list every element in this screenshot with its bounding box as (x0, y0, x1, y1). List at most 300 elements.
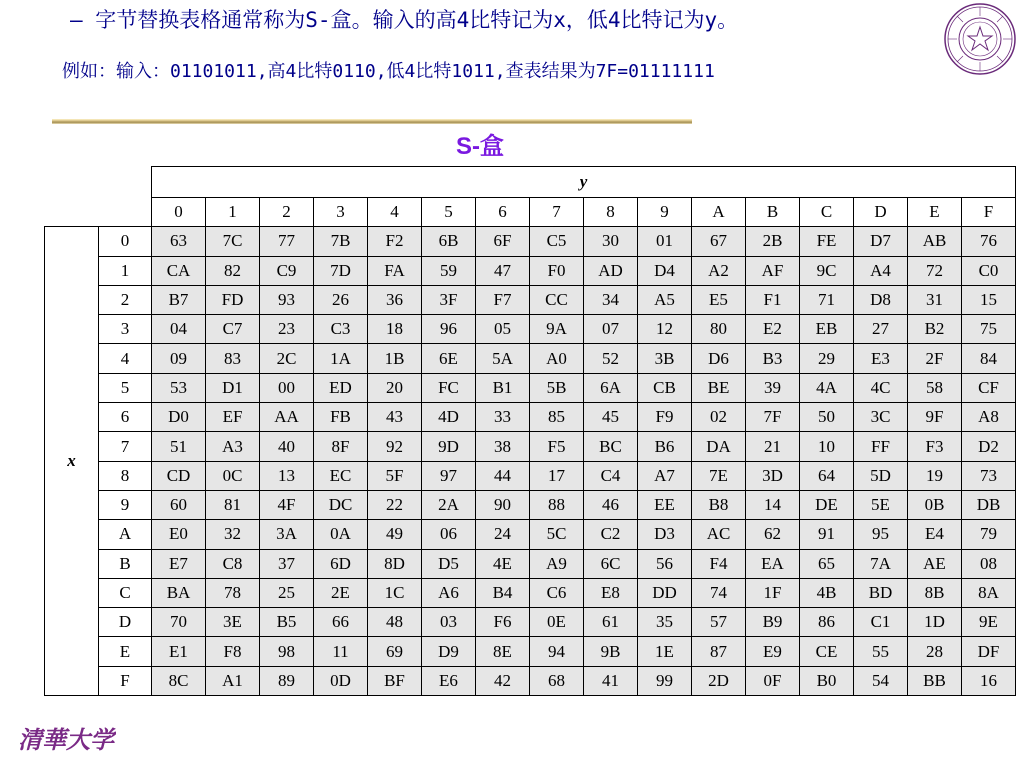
row-header: 0 (99, 227, 152, 256)
col-header: 6 (476, 198, 530, 227)
sbox-cell: E3 (854, 344, 908, 373)
sbox-cell: D6 (692, 344, 746, 373)
sbox-cell: 94 (530, 637, 584, 666)
table-row (45, 608, 1016, 637)
sbox-cell: E2 (746, 315, 800, 344)
sbox-cell: DF (962, 637, 1016, 666)
university-seal-icon (943, 2, 1017, 76)
sbox-cell: 2F (908, 344, 962, 373)
sbox-cell: CC (530, 285, 584, 314)
sbox-cell: 49 (368, 520, 422, 549)
sbox-cell: B2 (908, 315, 962, 344)
sbox-cell: FC (422, 373, 476, 402)
table-row (45, 373, 1016, 402)
sbox-cell: 44 (476, 461, 530, 490)
sbox-cell: 41 (584, 666, 638, 695)
sbox-cell: D5 (422, 549, 476, 578)
col-header: A (692, 198, 746, 227)
sbox-cell: AE (908, 549, 962, 578)
row-header: 1 (99, 256, 152, 285)
sbox-cell: 2C (260, 344, 314, 373)
sbox-cell: 47 (476, 256, 530, 285)
sbox-cell: 0C (206, 461, 260, 490)
sbox-cell: 03 (422, 608, 476, 637)
sbox-cell: 80 (692, 315, 746, 344)
sbox-cell: 1B (368, 344, 422, 373)
sbox-cell: D8 (854, 285, 908, 314)
sbox-cell: 6F (476, 227, 530, 256)
row-header: F (99, 666, 152, 695)
sbox-cell: 68 (530, 666, 584, 695)
sbox-cell: 59 (422, 256, 476, 285)
sbox-cell: D7 (854, 227, 908, 256)
sbox-cell: 04 (152, 315, 206, 344)
sbox-cell: 84 (962, 344, 1016, 373)
sbox-cell: B8 (692, 490, 746, 519)
sbox-cell: 97 (422, 461, 476, 490)
sbox-cell: 3E (206, 608, 260, 637)
sbox-cell: E6 (422, 666, 476, 695)
sbox-cell: 0F (746, 666, 800, 695)
sbox-cell: 52 (584, 344, 638, 373)
sbox-cell: 5F (368, 461, 422, 490)
sbox-cell: 48 (368, 608, 422, 637)
col-header: B (746, 198, 800, 227)
sbox-cell: F4 (692, 549, 746, 578)
corner-blank (45, 167, 152, 198)
sbox-cell: ED (314, 373, 368, 402)
sbox-cell: 79 (962, 520, 1016, 549)
sbox-cell: 71 (800, 285, 854, 314)
table-title: S-盒 (456, 133, 504, 160)
table-row (45, 637, 1016, 666)
sbox-cell: DE (800, 490, 854, 519)
sbox-cell: 33 (476, 403, 530, 432)
sbox-cell: 4D (422, 403, 476, 432)
sbox-cell: FB (314, 403, 368, 432)
sbox-cell: 55 (854, 637, 908, 666)
row-header: B (99, 549, 152, 578)
sbox-cell: B3 (746, 344, 800, 373)
sbox-cell: 63 (152, 227, 206, 256)
sbox-cell: FD (206, 285, 260, 314)
sbox-cell: 3D (746, 461, 800, 490)
row-header: E (99, 637, 152, 666)
sbox-cell: 4B (800, 578, 854, 607)
sbox-cell: DB (962, 490, 1016, 519)
sbox-cell: E4 (908, 520, 962, 549)
sbox-cell: F7 (476, 285, 530, 314)
col-header: 0 (152, 198, 206, 227)
corner-blank (45, 198, 152, 227)
sbox-cell: 86 (800, 608, 854, 637)
sbox-cell: 0D (314, 666, 368, 695)
university-logo (16, 716, 116, 756)
sbox-cell: AF (746, 256, 800, 285)
sbox-cell: 9B (584, 637, 638, 666)
sbox-cell: 98 (260, 637, 314, 666)
sbox-cell: E8 (584, 578, 638, 607)
sbox-cell: 78 (206, 578, 260, 607)
table-row (45, 666, 1016, 695)
sbox-cell: 53 (152, 373, 206, 402)
sbox-cell: EE (638, 490, 692, 519)
sbox-cell: C2 (584, 520, 638, 549)
sbox-cell: 16 (962, 666, 1016, 695)
sbox-cell: C6 (530, 578, 584, 607)
sbox-cell: 43 (368, 403, 422, 432)
sbox-cell: 19 (908, 461, 962, 490)
sbox-cell: D0 (152, 403, 206, 432)
sbox-cell: 6B (422, 227, 476, 256)
sbox-cell: B4 (476, 578, 530, 607)
table-row (45, 344, 1016, 373)
col-header: D (854, 198, 908, 227)
sbox-cell: 8D (368, 549, 422, 578)
sbox-cell: 25 (260, 578, 314, 607)
sbox-cell: 09 (152, 344, 206, 373)
row-header: 9 (99, 490, 152, 519)
sbox-cell: A1 (206, 666, 260, 695)
sbox-cell: 9C (800, 256, 854, 285)
sbox-cell: 00 (260, 373, 314, 402)
sbox-cell: C4 (584, 461, 638, 490)
sbox-cell: 2E (314, 578, 368, 607)
sbox-cell: 5E (854, 490, 908, 519)
y-axis-label: y (152, 167, 1016, 198)
col-header: E (908, 198, 962, 227)
sbox-cell: 92 (368, 432, 422, 461)
sbox-cell: C0 (962, 256, 1016, 285)
sbox-cell: A9 (530, 549, 584, 578)
sbox-cell: 67 (692, 227, 746, 256)
sbox-cell: A5 (638, 285, 692, 314)
sbox-cell: 4E (476, 549, 530, 578)
sbox-cell: CB (638, 373, 692, 402)
sbox-cell: FF (854, 432, 908, 461)
sbox-cell: 40 (260, 432, 314, 461)
logo-text: 清華大学 (18, 725, 114, 754)
col-header: 7 (530, 198, 584, 227)
sbox-cell: 46 (584, 490, 638, 519)
sbox-cell: 5A (476, 344, 530, 373)
sbox-cell: 7D (314, 256, 368, 285)
sbox-cell: 1F (746, 578, 800, 607)
sbox-cell: A0 (530, 344, 584, 373)
table-row (45, 549, 1016, 578)
sbox-cell: 8F (314, 432, 368, 461)
sbox-cell: A4 (854, 256, 908, 285)
sbox-cell: F1 (746, 285, 800, 314)
sbox-cell: C3 (314, 315, 368, 344)
sbox-cell: 35 (638, 608, 692, 637)
sbox-cell: 4F (260, 490, 314, 519)
sbox-cell: B7 (152, 285, 206, 314)
sbox-cell: 7C (206, 227, 260, 256)
sbox-cell: 5C (530, 520, 584, 549)
sbox-cell: 37 (260, 549, 314, 578)
sbox-cell: 28 (908, 637, 962, 666)
sbox-cell: 96 (422, 315, 476, 344)
sbox-cell: 29 (800, 344, 854, 373)
sbox-cell: DC (314, 490, 368, 519)
sbox-cell: E0 (152, 520, 206, 549)
sbox-cell: 66 (314, 608, 368, 637)
sbox-cell: 83 (206, 344, 260, 373)
sbox-cell: 10 (800, 432, 854, 461)
col-header: 5 (422, 198, 476, 227)
sbox-cell: 3A (260, 520, 314, 549)
sbox-cell: 31 (908, 285, 962, 314)
sbox-cell: EF (206, 403, 260, 432)
sbox-cell: 3F (422, 285, 476, 314)
sbox-cell: 51 (152, 432, 206, 461)
sbox-cell: B6 (638, 432, 692, 461)
sbox-cell: 57 (692, 608, 746, 637)
sbox-cell: 1E (638, 637, 692, 666)
table-row (45, 461, 1016, 490)
table-row (45, 227, 1016, 256)
sbox-cell: 3B (638, 344, 692, 373)
sbox-cell: F3 (908, 432, 962, 461)
sbox-cell: 65 (800, 549, 854, 578)
sbox-cell: 26 (314, 285, 368, 314)
sbox-cell: D3 (638, 520, 692, 549)
sbox-cell: 61 (584, 608, 638, 637)
sbox-cell: 0A (314, 520, 368, 549)
sbox-cell: 38 (476, 432, 530, 461)
row-header: D (99, 608, 152, 637)
sbox-cell: 0E (530, 608, 584, 637)
sbox-cell: 3C (854, 403, 908, 432)
sbox-cell: 27 (854, 315, 908, 344)
sbox-cell: 85 (530, 403, 584, 432)
row-header: C (99, 578, 152, 607)
sbox-cell: 14 (746, 490, 800, 519)
sbox-cell: 87 (692, 637, 746, 666)
sbox-cell: 17 (530, 461, 584, 490)
table-row (45, 520, 1016, 549)
row-header: A (99, 520, 152, 549)
table-row (45, 432, 1016, 461)
sbox-cell: AC (692, 520, 746, 549)
sbox-cell: B1 (476, 373, 530, 402)
table-row (45, 578, 1016, 607)
sbox-cell: 6D (314, 549, 368, 578)
example-line: 例如：输入：01101011,高4比特0110,低4比特1011,查表结果为7F=01111111 (62, 61, 715, 82)
row-header: 7 (99, 432, 152, 461)
sbox-cell: A3 (206, 432, 260, 461)
col-header: F (962, 198, 1016, 227)
sbox-cell: 8B (908, 578, 962, 607)
sbox-cell: C7 (206, 315, 260, 344)
sbox-cell: 95 (854, 520, 908, 549)
col-header: 4 (368, 198, 422, 227)
table-row (45, 490, 1016, 519)
sbox-cell: 70 (152, 608, 206, 637)
sbox-cell: AA (260, 403, 314, 432)
table-row (45, 403, 1016, 432)
sbox-cell: F6 (476, 608, 530, 637)
sbox-cell: 1A (314, 344, 368, 373)
sbox-cell: 56 (638, 549, 692, 578)
sbox-cell: 22 (368, 490, 422, 519)
sbox-cell: 89 (260, 666, 314, 695)
sbox-cell: 64 (800, 461, 854, 490)
sbox-cell: 50 (800, 403, 854, 432)
sbox-cell: 4A (800, 373, 854, 402)
sbox-cell: 7F (746, 403, 800, 432)
sbox-cell: A2 (692, 256, 746, 285)
sbox-cell: AD (584, 256, 638, 285)
sbox-cell: D4 (638, 256, 692, 285)
sbox-cell: D2 (962, 432, 1016, 461)
sbox-cell: EA (746, 549, 800, 578)
sbox-cell: 76 (962, 227, 1016, 256)
sbox-cell: 81 (206, 490, 260, 519)
sbox-cell: 13 (260, 461, 314, 490)
sbox-cell: B9 (746, 608, 800, 637)
sbox-cell: 93 (260, 285, 314, 314)
col-header: 3 (314, 198, 368, 227)
sbox-cell: 88 (530, 490, 584, 519)
sbox-cell: F0 (530, 256, 584, 285)
sbox-cell: 77 (260, 227, 314, 256)
sbox-cell: C5 (530, 227, 584, 256)
sbox-cell: 4C (854, 373, 908, 402)
sbox-cell: 1C (368, 578, 422, 607)
sbox-cell: 8C (152, 666, 206, 695)
sbox-cell: 60 (152, 490, 206, 519)
sbox-cell: AB (908, 227, 962, 256)
sbox-cell: 7E (692, 461, 746, 490)
sbox-cell: 23 (260, 315, 314, 344)
sbox-cell: 7B (314, 227, 368, 256)
sbox-cell: 90 (476, 490, 530, 519)
sbox-cell: BB (908, 666, 962, 695)
sbox-cell: CF (962, 373, 1016, 402)
sbox-cell: 45 (584, 403, 638, 432)
sbox-cell: B5 (260, 608, 314, 637)
sbox-cell: D1 (206, 373, 260, 402)
sbox-cell: 1D (908, 608, 962, 637)
sbox-cell: F9 (638, 403, 692, 432)
sbox-cell: 75 (962, 315, 1016, 344)
sbox-cell: E7 (152, 549, 206, 578)
sbox-cell: 18 (368, 315, 422, 344)
col-header: 1 (206, 198, 260, 227)
sbox-cell: E5 (692, 285, 746, 314)
sbox-cell: 06 (422, 520, 476, 549)
sbox-cell: 82 (206, 256, 260, 285)
sbox-cell: FE (800, 227, 854, 256)
sbox-cell: 72 (908, 256, 962, 285)
table-row (45, 256, 1016, 285)
col-header: 9 (638, 198, 692, 227)
sbox-cell: C1 (854, 608, 908, 637)
col-header: 2 (260, 198, 314, 227)
col-header: C (800, 198, 854, 227)
sbox-cell: 15 (962, 285, 1016, 314)
sbox-cell: 6A (584, 373, 638, 402)
row-header: 2 (99, 285, 152, 314)
sbox-cell: 54 (854, 666, 908, 695)
sbox-cell: 30 (584, 227, 638, 256)
row-header: 8 (99, 461, 152, 490)
sbox-cell: F8 (206, 637, 260, 666)
table-row (45, 285, 1016, 314)
sbox-cell: BC (584, 432, 638, 461)
sbox-cell: 42 (476, 666, 530, 695)
sbox-cell: BA (152, 578, 206, 607)
divider-rule (52, 119, 692, 124)
sbox-cell: 9A (530, 315, 584, 344)
sbox-cell: 21 (746, 432, 800, 461)
sbox-cell: 24 (476, 520, 530, 549)
sbox-cell: A7 (638, 461, 692, 490)
sbox-cell: 73 (962, 461, 1016, 490)
sbox-cell: 7A (854, 549, 908, 578)
sbox-cell: 02 (692, 403, 746, 432)
sbox-cell: 91 (800, 520, 854, 549)
sbox-cell: 01 (638, 227, 692, 256)
sbox-cell: 69 (368, 637, 422, 666)
row-header: 3 (99, 315, 152, 344)
sbox-cell: 6E (422, 344, 476, 373)
sbox-cell: 36 (368, 285, 422, 314)
sbox-cell: 07 (584, 315, 638, 344)
sbox-cell: 74 (692, 578, 746, 607)
table-row (45, 315, 1016, 344)
sbox-cell: 2A (422, 490, 476, 519)
sbox-cell: 20 (368, 373, 422, 402)
sbox-cell: C8 (206, 549, 260, 578)
sbox-cell: 05 (476, 315, 530, 344)
sbox-cell: A8 (962, 403, 1016, 432)
sbox-cell: 9F (908, 403, 962, 432)
sbox-cell: F5 (530, 432, 584, 461)
sbox-cell: 08 (962, 549, 1016, 578)
sbox-cell: 2B (746, 227, 800, 256)
sbox-cell: C9 (260, 256, 314, 285)
row-header: 6 (99, 403, 152, 432)
sbox-cell: CE (800, 637, 854, 666)
sbox-cell: 9E (962, 608, 1016, 637)
sbox-cell: FA (368, 256, 422, 285)
row-header: 4 (99, 344, 152, 373)
sbox-cell: 32 (206, 520, 260, 549)
sbox-cell: CA (152, 256, 206, 285)
sbox-cell: BD (854, 578, 908, 607)
sbox-cell: 5D (854, 461, 908, 490)
sbox-cell: 12 (638, 315, 692, 344)
sbox-cell: 34 (584, 285, 638, 314)
sbox-cell: F2 (368, 227, 422, 256)
col-header: 8 (584, 198, 638, 227)
sbox-cell: 9D (422, 432, 476, 461)
bullet-line: – 字节替换表格通常称为S-盒。输入的高4比特记为x，低4比特记为y。 (70, 8, 739, 32)
sbox-cell: 0B (908, 490, 962, 519)
sbox-cell: 11 (314, 637, 368, 666)
sbox-cell: EC (314, 461, 368, 490)
s-box-table (44, 166, 1016, 696)
sbox-cell: 8E (476, 637, 530, 666)
sbox-cell: 6C (584, 549, 638, 578)
sbox-cell: BE (692, 373, 746, 402)
sbox-cell: A6 (422, 578, 476, 607)
sbox-cell: 5B (530, 373, 584, 402)
sbox-cell: E1 (152, 637, 206, 666)
